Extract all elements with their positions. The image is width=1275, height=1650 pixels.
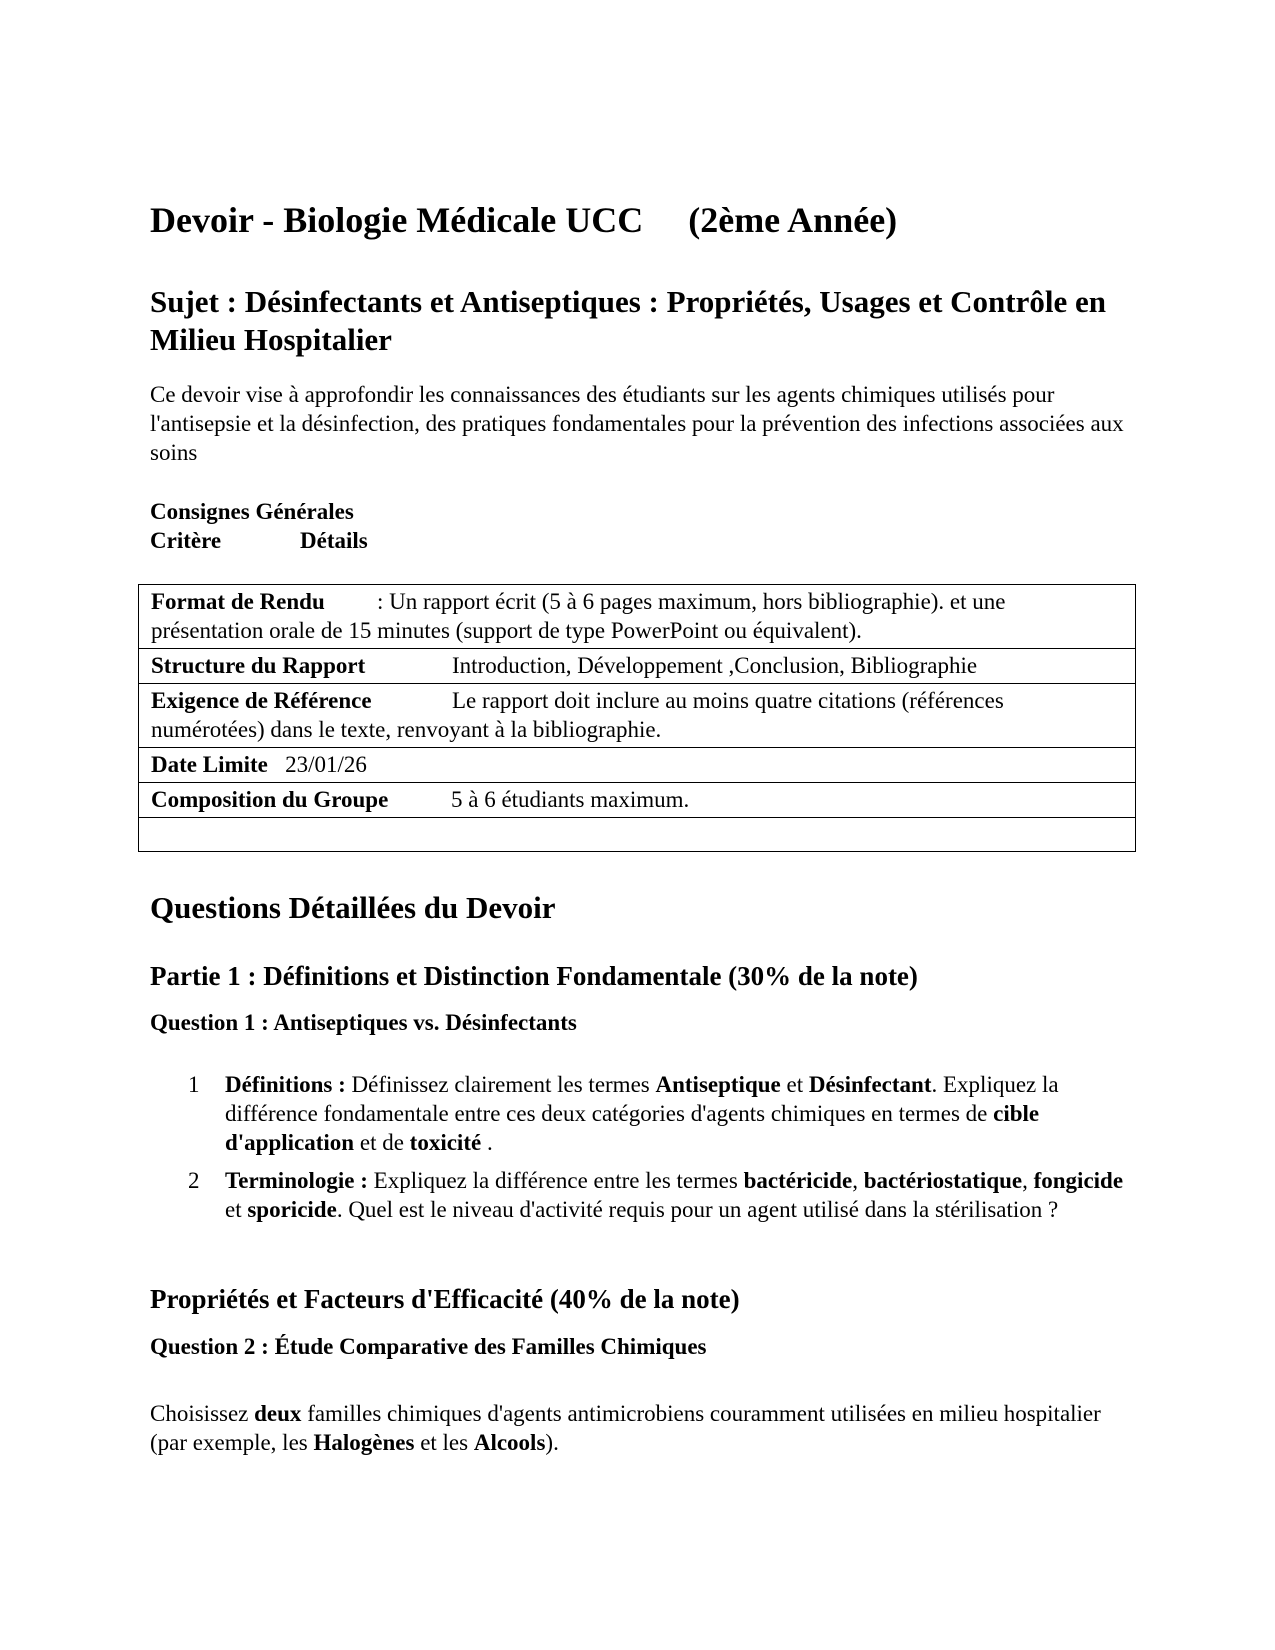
list-item <box>150 1166 1130 1224</box>
item-text: , <box>1022 1168 1034 1193</box>
paragraph-text: et les <box>414 1430 474 1455</box>
item-text: et <box>780 1072 809 1097</box>
item-emphasis: bactériostatique <box>863 1168 1023 1193</box>
question2-heading: Question 2 : Étude Comparative des Familles Chimiques <box>150 1334 707 1359</box>
item-text: . <box>481 1130 493 1155</box>
consignes-table <box>138 584 1136 852</box>
paragraph-text: ). <box>545 1430 559 1455</box>
item-emphasis: toxicité <box>409 1130 482 1155</box>
item-lead: Terminologie : <box>225 1168 368 1193</box>
item-emphasis: Désinfectant <box>808 1072 932 1097</box>
list-item <box>150 1070 1130 1157</box>
table-cell <box>139 649 1136 684</box>
item-lead: Définitions : <box>225 1072 346 1097</box>
table-cell <box>139 783 1136 818</box>
subject-heading: Sujet : Désinfectants et Antiseptiques : Propriétés, Usages et Contrôle en Milieu Hospitalier <box>150 284 1106 357</box>
item-text: . Quel est le niveau d'activité requis pour un agent utilisé dans la stérilisation ? <box>336 1197 1059 1222</box>
criterion-detail: 5 à 6 étudiants maximum. <box>451 787 690 812</box>
item-text: Expliquez la différence entre les termes <box>367 1168 744 1193</box>
consignes-heading: Consignes Générales <box>150 499 354 524</box>
table-row <box>139 585 1136 649</box>
paragraph-emphasis: Alcools <box>473 1430 546 1455</box>
item-emphasis: cible d'application <box>225 1101 1040 1155</box>
criterion-label: Date Limite <box>151 752 268 777</box>
item-text: , <box>852 1168 864 1193</box>
criteria-column-label: Critère <box>150 528 222 553</box>
table-row <box>139 748 1136 783</box>
paragraph-text: Choisissez <box>150 1401 255 1426</box>
question1-heading: Question 1 : Antiseptiques vs. Désinfectants <box>150 1010 577 1035</box>
intro-paragraph: Ce devoir vise à approfondir les connaissances des étudiants sur les agents chimiques utilisés pour l'antisepsie et la désinfection, des pratiques fondamentales pour la prévention des infections associées aux soins <box>150 382 1124 465</box>
table-row-empty <box>139 818 1136 852</box>
table-cell <box>139 748 1136 783</box>
criterion-label: Structure du Rapport <box>151 653 366 678</box>
paragraph-emphasis: Halogènes <box>313 1430 415 1455</box>
questions-heading: Questions Détaillées du Devoir <box>150 890 556 925</box>
question2-paragraph <box>150 1399 1130 1457</box>
item-text: . Expliquez la différence fondamentale entre ces deux catégories d'agents chimiques en termes de <box>225 1072 1059 1126</box>
details-column-label: Détails <box>300 528 368 553</box>
table-cell <box>139 818 1136 852</box>
criterion-label: Format de Rendu <box>151 589 325 614</box>
list-number: 1 <box>188 1072 200 1097</box>
criterion-detail: : Un rapport écrit (5 à 6 pages maximum, hors bibliographie). et une présentation orale de 15 minutes (support de type PowerPoint ou équivalent). <box>151 589 1006 643</box>
question1-list <box>150 1070 1130 1233</box>
table-cell <box>139 684 1136 748</box>
list-number: 2 <box>188 1168 200 1193</box>
item-emphasis: fongicide <box>1033 1168 1124 1193</box>
paragraph-text: familles chimiques d'agents antimicrobiens couramment utilisées en milieu hospitalier (par exemple, les <box>150 1401 1101 1455</box>
partie2-heading: Propriétés et Facteurs d'Efficacité (40% de la note) <box>150 1284 740 1314</box>
item-emphasis: Antiseptique <box>655 1072 781 1097</box>
criterion-label: Exigence de Référence <box>151 688 372 713</box>
partie1-heading: Partie 1 : Définitions et Distinction Fondamentale (30% de la note) <box>150 961 918 991</box>
criterion-detail: 23/01/26 <box>285 752 367 777</box>
item-emphasis: bactéricide <box>743 1168 853 1193</box>
criteria-header <box>150 526 368 555</box>
paragraph-emphasis: deux <box>254 1401 302 1426</box>
item-emphasis: sporicide <box>247 1197 337 1222</box>
item-text: Définissez clairement les termes <box>345 1072 656 1097</box>
criterion-detail: Le rapport doit inclure au moins quatre citations (références numérotées) dans le texte, renvoyant à la bibliographie. <box>151 688 1004 742</box>
table-cell <box>139 585 1136 649</box>
item-text: et <box>225 1197 248 1222</box>
criterion-label: Composition du Groupe <box>151 787 389 812</box>
table-row <box>139 783 1136 818</box>
table-row <box>139 649 1136 684</box>
item-text: et de <box>354 1130 410 1155</box>
document-title: Devoir - Biologie Médicale UCC (2ème Année) <box>150 200 898 240</box>
table-row <box>139 684 1136 748</box>
criterion-detail: Introduction, Développement ,Conclusion, Bibliographie <box>452 653 978 678</box>
